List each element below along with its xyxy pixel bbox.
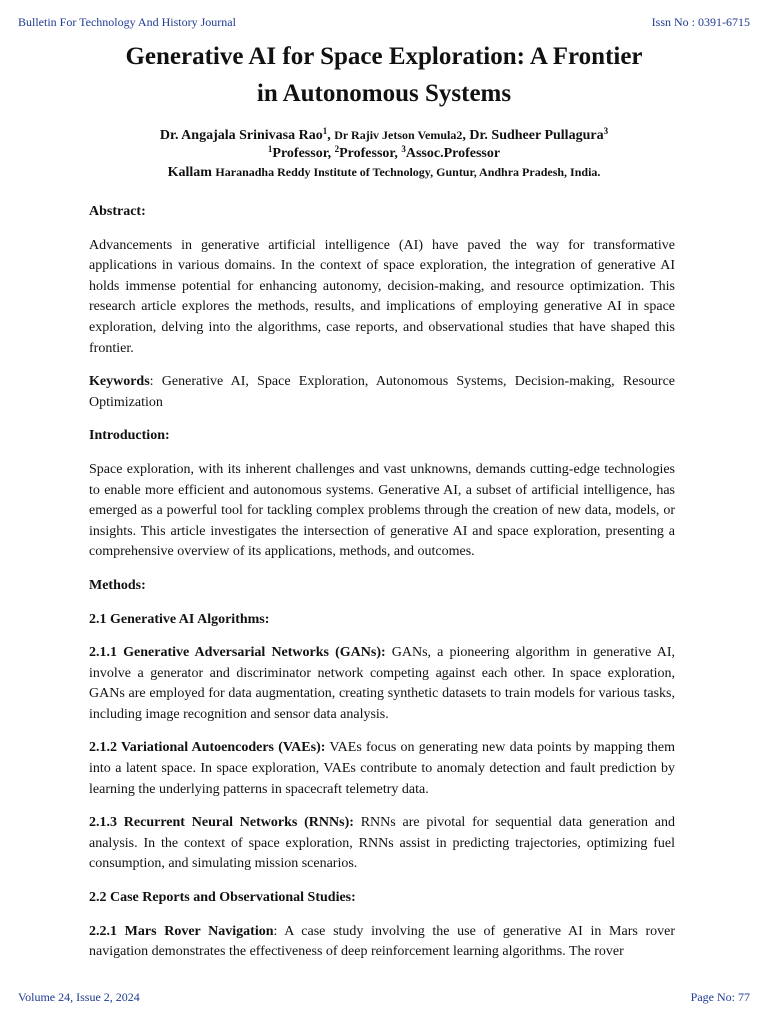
- role-2-sup: 2: [334, 144, 340, 154]
- rnns-label: 2.1.3 Recurrent Neural Networks (RNNs):: [89, 815, 354, 831]
- author-1-sup: 1: [322, 126, 328, 136]
- keywords-paragraph: [89, 372, 675, 413]
- journal-name: Bulletin For Technology And History Journal: [18, 15, 236, 29]
- issn-number: Issn No : 0391-6715: [651, 15, 750, 29]
- introduction-text: Space exploration, with its inherent challenges and vast unknowns, demands cutting-edge technologies to enable more efficient and autonomous systems. Generative AI, a subset of artificial intelligence, has emerged as a powerful tool for tackling complex problems through the creation of new data, models, or insights. This article investigates the intersection of generative AI and space exploration, presenting a comprehensive overview of its applications, methods, and outcomes.: [89, 461, 675, 560]
- vaes-text: VAEs focus on generating new data points by mapping them into a latent space. In space exploration, VAEs contribute to anomaly detection and fault prediction by learning the underlying patterns in spacecraft telemetry data.: [89, 740, 675, 797]
- algorithms-subheading: 2.1 Generative AI Algorithms:: [89, 611, 270, 627]
- author-block: [60, 126, 708, 182]
- affiliation-rest: Haranadha Reddy Institute of Technology, Guntur, Andhra Pradesh, India.: [215, 165, 601, 179]
- abstract-text: Advancements in generative artificial intelligence (AI) have paved the way for transformative applications in various domains. In the context of space exploration, the integration of generative AI holds immense potential for enhancing autonomy, decision-making, and resource optimization. This research article explores the methods, results, and implications of employing generative AI in space exploration, delving into the algorithms, case reports, and observational studies that have shaped this frontier.: [89, 237, 675, 356]
- title-line-1: Generative AI for Space Exploration: A Frontier: [125, 43, 643, 70]
- mars-text: : A case study involving the use of generative AI in Mars rover navigation demonstrates the effectiveness of deep reinforcement learning algorithms. The rover: [89, 923, 676, 960]
- gans-label: 2.1.1 Generative Adversarial Networks (GANs):: [89, 645, 386, 661]
- author-roles: $^1$Professor, $^2$Professor, $^3$Assoc.Professor: [267, 144, 501, 161]
- role-3-sup: 3: [401, 144, 406, 154]
- title-line-2: in Autonomous Systems: [256, 80, 512, 107]
- vaes-label: 2.1.2 Variational Autoencoders (VAEs):: [89, 740, 326, 756]
- author-2: Dr Rajiv Jetson Vemula2: [334, 128, 463, 142]
- rnns-text: RNNs are pivotal for sequential data generation and analysis. In the context of space exploration, RNNs assist in predicting trajectories, optimizing fuel consumption, and simulating mission scenarios.: [89, 815, 675, 872]
- abstract-heading: Abstract:: [89, 204, 146, 219]
- gans-paragraph: [89, 643, 675, 725]
- case-reports-subheading: 2.2 Case Reports and Observational Studies:: [89, 890, 356, 906]
- vaes-paragraph: [89, 738, 675, 800]
- paper-title: [60, 38, 708, 112]
- introduction-heading: Introduction:: [89, 428, 170, 444]
- volume-issue: Volume 24, Issue 2, 2024: [18, 990, 140, 1004]
- mars-label: 2.2.1 Mars Rover Navigation: [89, 923, 274, 939]
- keywords-text: : Generative AI, Space Exploration, Autonomous Systems, Decision-making, Resource Optimization: [89, 374, 675, 410]
- gans-text: GANs, a pioneering algorithm in generative AI, involve a generator and discriminator network competing against each other. In space exploration, GANs are employed for data augmentation, creating synthetic datasets to train models for various tasks, including image recognition and sensor data analysis.: [89, 645, 675, 722]
- author-names: Dr. Angajala Srinivasa Rao$^1$, Dr Rajiv Jetson Vemula2, Dr. Sudheer Pullagura$^3$: [159, 126, 609, 143]
- affiliation-word: Kallam: [167, 165, 212, 180]
- author-1: Dr. Angajala Srinivasa Rao: [159, 128, 323, 143]
- mars-paragraph: [89, 922, 675, 963]
- role-1-sup: 1: [267, 144, 273, 154]
- keywords-label: Keywords: [89, 374, 150, 390]
- role-1: Professor: [272, 146, 328, 161]
- role-3: Assoc.Professor: [405, 146, 501, 161]
- page-number: Page No: 77: [690, 990, 750, 1004]
- rnns-paragraph: [89, 813, 675, 875]
- affiliation: [60, 163, 708, 182]
- paper-body: [89, 202, 675, 976]
- author-3-sup: 3: [603, 126, 609, 136]
- methods-heading: Methods:: [89, 577, 146, 593]
- role-2: Professor: [339, 146, 395, 161]
- author-3: Dr. Sudheer Pullagura: [469, 128, 604, 143]
